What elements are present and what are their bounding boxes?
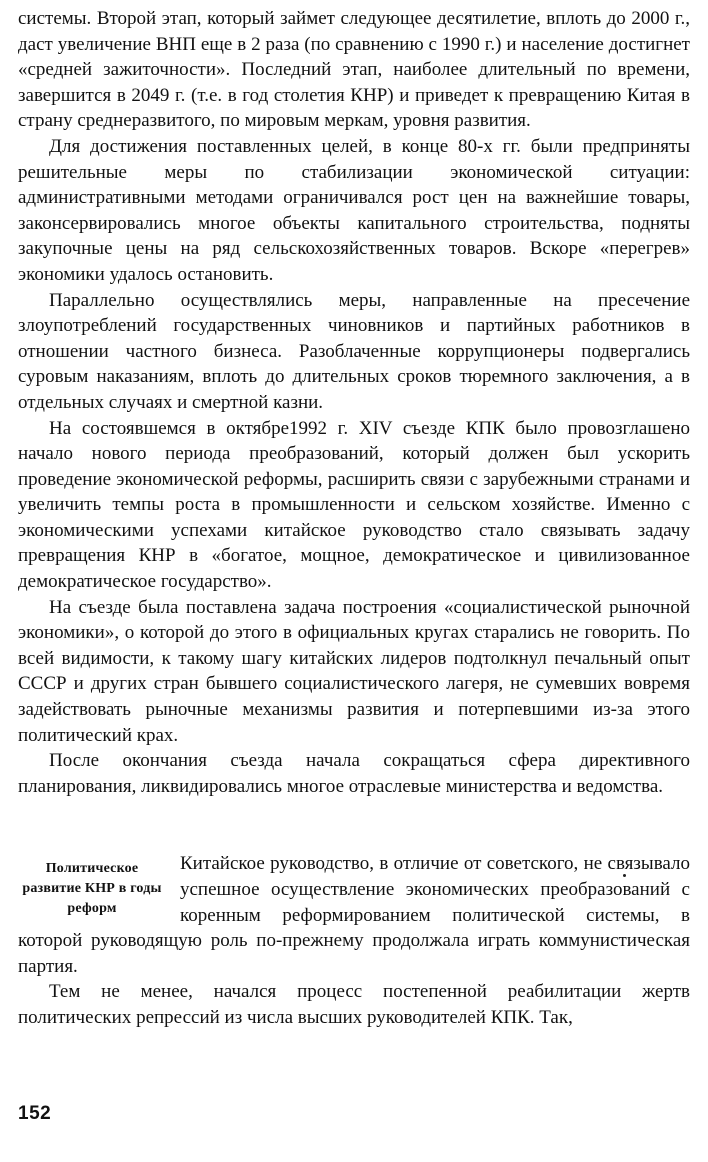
page-number: 152 [18,1103,52,1124]
paragraph-section-lead: Китайское руководство, в отличие от советского, не связывало успешное осуществление экономических преобразований с коренным реформированием политической системы, в которой руководящую роль по-прежнему продолжала играть коммунистическая партия. [18,853,690,977]
section-side-heading: Политическое развитие КНР в годы реформ [22,861,162,917]
section-political-development [18,851,690,1030]
paragraph-rehabilitation: Тем не менее, начался процесс постепенной реабилитации жертв политических репрессий из числа высших руководителей КПК. Так, [18,981,690,1028]
paragraph-continuation: системы. Второй этап, который займет следующее десятилетие, вплоть до 2000 г., даст увеличение ВНП еще в 2 раза (по сравнению с 1990 г.) и население достигнет «средней зажиточности». Последний этап, наиболее длительный по времени, завершится в 2049 г. (т.е. в год столетия КНР) и приведет к превращению Китая в страну среднеразвитого, по мировым меркам, уровня развития. [18,8,690,132]
paragraph-stabilization: Для достижения поставленных целей, в конце 80-х гг. были предприняты решительные меры по стабилизации экономической ситуации: административными методами ограничивался рост цен на важнейшие товары, законсервировались многое объекты капитального строительства, подняты закупочные цены на ряд сельскохозяйственных товаров. Вскоре «перегрев» экономики удалось остановить. [18,135,690,285]
page-body [18,6,690,1031]
paragraph-xiv-congress: На состоявшемся в октябре1992 г. XIV съезде КПК было провозглашено начало нового периода преобразований, который должен был ускорить проведение экономической реформы, расширить связи с зарубежными странами и увеличить темпы роста в промышленности и сельском хозяйстве. Именно с экономическими успехами китайское руководство стало связывать задачу превращения КНР в «богатое, мощное, демократическое и цивилизованное демократическое государство». [18,417,690,593]
paragraph-anticorruption: Параллельно осуществлялись меры, направленные на пресечение злоупотреблений государственных чиновников и партийных работников в отношении частного бизнеса. Разоблаченные коррупционеры подвергались суровым наказаниям, вплоть до длительных сроков тюремного заключения, а в отдельных случаях и смертной казни. [18,289,690,413]
paragraph-market-economy: На съезде была поставлена задача построения «социалистической рыночной экономики», о которой до этого в официальных кругах старались не говорить. По всей видимости, к такому шагу китайских лидеров подтолкнул печальный опыт СССР и других стран бывшего социалистического лагеря, не сумевших вовремя задействовать рыночные механизмы развития и потерпевшими из-за этого политический крах. [18,596,690,746]
print-speck [623,874,626,877]
paragraph-planning: После окончания съезда начала сокращаться сфера директивного планирования, ликвидировались многое отраслевые министерства и ведомства. [18,750,690,797]
